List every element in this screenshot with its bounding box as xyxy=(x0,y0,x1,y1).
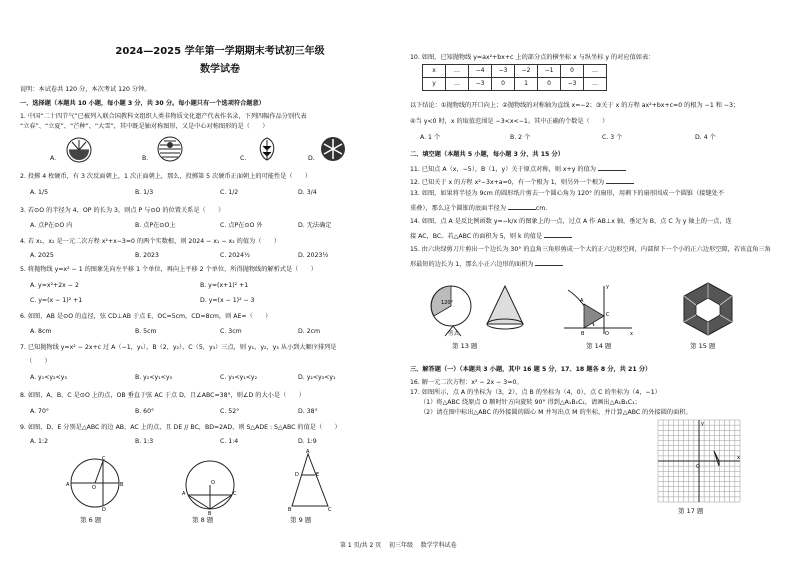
q3-option-b: B. 点P在⊙O上 xyxy=(135,222,176,229)
svg-text:E: E xyxy=(316,472,320,478)
table-row xyxy=(423,65,607,78)
q4-option-a: A. 2025 xyxy=(30,252,54,259)
q13-stem: 重叠），那么这个圆锥的底面半径为 xyxy=(410,205,506,212)
svg-text:O: O xyxy=(696,464,700,470)
svg-text:C: C xyxy=(102,456,106,462)
svg-text:B: B xyxy=(288,507,292,513)
q15-answer-blank[interactable] xyxy=(535,259,563,266)
svg-text:A: A xyxy=(66,482,70,488)
table-cell: 0 xyxy=(538,78,561,91)
footer-grade: 初三年级 xyxy=(388,542,413,549)
q13-text-line2 xyxy=(410,203,547,214)
q8-option-a: A. 70° xyxy=(30,408,50,415)
q3-option-a: A. 点P在⊙O 内 xyxy=(30,222,73,229)
q13-unit: cm. xyxy=(535,205,548,212)
svg-text:y: y xyxy=(606,284,609,290)
q10-value-table xyxy=(422,64,607,91)
q1-option-d: D. xyxy=(308,155,315,162)
solar-term-snow-icon xyxy=(318,134,348,164)
svg-text:D: D xyxy=(295,472,299,478)
svg-text:D: D xyxy=(102,507,106,513)
exam-note: 说明：本试卷共 120 分，本次考试 120 分钟。 xyxy=(20,86,151,93)
solar-term-summer-icon xyxy=(155,134,185,164)
q11-stem: 11. 已知点 A（x，−5），B（1，y）关于原点对称，则 x+y 的值为 xyxy=(410,166,596,173)
table-cell: 0 xyxy=(561,65,584,78)
q10-text: 10. 如图，已知抛物线 y=ax²+bx+c 上的部分点的横坐标 x 与纵坐标 y 的对应值如表： xyxy=(410,54,655,61)
q4-option-c: C. 2024½ xyxy=(220,252,250,259)
section3-heading: 三、解答题（一）（本题共 3 小题，其中 16 题 5 分，17、18 题各 8 分，共 21 分） xyxy=(410,366,652,373)
q14-text-line1: 14. 如图，点 A 是反比例函数 y=−k/x 的图象上的一点，过点 A 作 AB⊥x 轴，垂足为 B，点 C 为 y 轴上的一点，连 xyxy=(410,218,732,225)
table-cell: −3 xyxy=(561,78,584,91)
figure-q13-cut-label: 剪去 xyxy=(448,331,460,337)
q6-option-d: D. 2cm xyxy=(298,328,321,335)
figure-q15-label: 第 15 题 xyxy=(690,342,716,350)
section2-heading: 二、填空题（本题共 5 小题，每小题 3 分，共 15 分） xyxy=(410,151,564,158)
q12-text xyxy=(410,177,634,188)
q1-option-b: B. xyxy=(142,155,149,162)
q5-option-d: D. y=(x − 1)² − 3 xyxy=(200,297,255,304)
q14-stem: 接 AC，BC。若△ABC 的面积为 5，则 k 的值是 xyxy=(410,233,543,240)
table-row xyxy=(423,78,607,91)
svg-text:A: A xyxy=(580,298,584,304)
figure-q6-circle xyxy=(65,455,125,513)
figure-q9-label: 第 9 题 xyxy=(290,516,312,524)
q10-option-b: B. 2 个 xyxy=(510,134,531,141)
left-column xyxy=(20,0,395,561)
q10-option-c: C. 3 个 xyxy=(602,134,623,141)
figure-q8-label: 第 8 题 xyxy=(192,516,214,524)
table-cell: … xyxy=(446,65,469,78)
q2-option-a: A. 1/5 xyxy=(30,189,49,196)
q14-text-line2 xyxy=(410,231,572,242)
q10-desc-line2: ④当 y<0 时，x 的取值范围是 −3<x<−1。其中正确的个数是（ ） xyxy=(410,118,609,125)
q13-answer-blank[interactable] xyxy=(508,203,536,210)
q4-option-d: D. 2023½ xyxy=(298,252,329,259)
q17-part1: （1）将△ABC 绕原点 O 顺时针方向旋转 90° 得到△A₁B₁C₁，请画出△A₁B₁C₁； xyxy=(420,399,641,406)
figure-q6-label: 第 6 题 xyxy=(80,516,102,524)
q1-text-line1: 1. 中国“二十四节气”已被列入联合国教科文组织人类非物质文化遗产代表作名录，下列四幅作品分别代表 xyxy=(20,113,307,120)
table-cell: −2 xyxy=(515,65,538,78)
figure-q17-label: 第 17 题 xyxy=(678,507,704,515)
table-cell: −4 xyxy=(469,65,492,78)
q5-option-a: A. y=x²+2x − 2 xyxy=(30,282,79,289)
exam-title: 2024—2025 学年第一学期期末考试初三年级 xyxy=(115,46,325,57)
q15-text-line2 xyxy=(410,259,563,270)
q9-text: 9. 如图，D、E 分别是△ABC 的边 AB、AC 上的点，且 DE // BC，BD=2AD，则 S△ADE : S△ABC 的值是（ ） xyxy=(20,424,341,431)
table-cell: … xyxy=(584,65,607,78)
q3-option-d: D. 无法确定 xyxy=(298,222,332,229)
figure-q14-graph xyxy=(560,282,636,338)
q15-stem: 形最短的边长为 1，那么小正六边形的面积为 xyxy=(410,261,534,268)
exam-subtitle: 数学试卷 xyxy=(200,64,240,75)
figure-q17-grid xyxy=(658,420,740,502)
solar-term-grain-icon xyxy=(253,134,281,164)
figure-q8-circle xyxy=(180,455,240,517)
q4-text: 4. 若 x₁，x₂ 是一元二次方程 x²+x−3=0 的两个实数根，则 2024 − x₁ − x₂ 的值为（ ） xyxy=(20,238,280,245)
figure-q9-triangle xyxy=(288,450,334,512)
q17-part2: （2）请在图中标出△ABC 的外接圆的圆心 M 并写出点 M 的坐标，并计算△ABC 的外接圆的面积。 xyxy=(420,409,692,416)
q4-option-b: B. 2023 xyxy=(135,252,159,259)
q5-option-c: C. y=(x − 1)² +1 xyxy=(30,297,83,304)
q13-text-line1: 13. 如图，如果将半径为 9cm 的圆形纸片剪去一个圆心角为 120° 的扇形，用剩下的扇形围成一个圆锥（接缝处不 xyxy=(410,190,725,197)
svg-text:C: C xyxy=(606,312,610,318)
q7-paren: （ ） xyxy=(26,358,51,365)
q8-text: 8. 如图，A、B、C 是⊙O 上的点，OB 垂直于弦 AC 于点 D，且∠ABC=38°，则∠D 的大小是（ ） xyxy=(20,392,305,399)
svg-text:O: O xyxy=(605,331,609,337)
footer-subject: 数学学科试卷 xyxy=(420,542,457,549)
q5-text: 5. 将抛物线 y=x² − 1 的图象先向左平移 1 个单位，再向上平移 2 个单位，所得抛物线的解析式是（ ） xyxy=(20,266,317,273)
page-footer xyxy=(340,540,457,549)
footer-page-number: 第 1 页/共 2 页 xyxy=(340,542,382,549)
q6-option-c: C. 3cm xyxy=(220,328,242,335)
svg-text:B: B xyxy=(120,482,124,488)
q9-option-c: C. 1:4 xyxy=(220,438,239,445)
q3-text: 3. 若⊙O 的半径为 4，OP 的长为 3，则点 P 与⊙O 的位置关系是（ ） xyxy=(20,207,225,214)
q12-answer-blank[interactable] xyxy=(606,177,634,184)
svg-text:O: O xyxy=(211,480,215,486)
svg-text:B: B xyxy=(581,331,585,337)
q15-text-line1: 15. 由六块绿剪刀片剪出一个边长为 30° 的直角三角形剪成一个大的正六边形空间，内部留下一个小的正六边形空隙，若该直角三角 xyxy=(410,246,771,253)
q9-option-a: A. 1:2 xyxy=(30,438,49,445)
section1-heading: 一、选择题（本题共 10 小题，每小题 3 分，共 30 分。每小题只有一个选项符合题意） xyxy=(20,100,265,107)
table-cell: −3 xyxy=(492,65,515,78)
q10-desc-line1: 以下结论：①抛物线的开口向上；②抛物线的对称轴为直线 x=−2；③关于 x 的方程 ax²+bx+c=0 的根为 −1 和 −3； xyxy=(410,102,740,109)
q9-option-d: D. 1:9 xyxy=(298,438,317,445)
q7-option-b: B. y₂<y₁<y₃ xyxy=(135,374,172,381)
q1-text-line2: “立春”、“立夏”、“芒种”、“大雪”，其中既是轴对称图形，又是中心对称图形的是（ ） xyxy=(20,123,269,130)
table-cell: y xyxy=(423,78,446,91)
q7-option-c: C. y₃<y₁<y₂ xyxy=(220,374,258,381)
table-cell: … xyxy=(446,78,469,91)
q11-text xyxy=(410,164,626,175)
q9-option-b: B. 1:3 xyxy=(135,438,154,445)
figure-q15-hexagon xyxy=(678,280,738,338)
svg-text:B: B xyxy=(208,511,212,517)
svg-text:120°: 120° xyxy=(441,300,454,306)
q1-option-a: A. xyxy=(50,155,57,162)
q12-stem: 12. 已知关于 x 的方程 x²−3x+a=0，有一个根为 1，则另外一个根为 xyxy=(410,179,605,186)
q6-option-b: B. 5cm xyxy=(135,328,157,335)
svg-text:A: A xyxy=(306,449,310,455)
table-cell: −1 xyxy=(538,65,561,78)
table-cell: … xyxy=(584,78,607,91)
q1-option-c: C. xyxy=(240,155,247,162)
figure-q14-label: 第 14 题 xyxy=(586,342,612,350)
q6-text: 6. 如图，AB 是⊙O 的直径，弦 CD⊥AB 于点 E，OC=5cm，CD=8cm，则 AE=（ ） xyxy=(20,313,272,320)
q8-option-b: B. 60° xyxy=(135,408,155,415)
solar-term-spring-icon xyxy=(65,136,93,164)
q6-option-a: A. 8cm xyxy=(30,328,52,335)
q7-text: 7. 已知抛物线 y=x² − 2x+c 过 A（−1，y₁），B（2，y₂），C（5，y₃）三点，则 y₁，y₂，y₃ 从小到大顺序排列是 xyxy=(20,344,337,351)
svg-text:x: x xyxy=(630,331,633,337)
q2-option-d: D. 3/4 xyxy=(298,189,317,196)
q8-option-c: C. 52° xyxy=(220,408,240,415)
svg-text:C: C xyxy=(328,507,332,513)
svg-text:A: A xyxy=(182,491,186,497)
figure-q13-sector-cone xyxy=(425,280,535,338)
svg-text:C: C xyxy=(233,491,237,497)
table-cell: x xyxy=(423,65,446,78)
q7-option-a: A. y₁<y₂<y₃ xyxy=(30,374,67,381)
q2-option-c: C. 1/2 xyxy=(220,189,239,196)
svg-text:O: O xyxy=(92,485,96,491)
q10-option-a: A. 1 个 xyxy=(420,134,441,141)
q17-text: 17. 如图所示，点 A 的坐标为（3，2），点 B 的坐标为（4，0），点 C 的坐标为（4，−1） xyxy=(410,389,661,396)
q7-option-d: D. y₂<y₃<y₁ xyxy=(298,374,336,381)
table-cell: 0 xyxy=(492,78,515,91)
q3-option-c: C. 点P在⊙O 外 xyxy=(220,222,263,229)
svg-text:y: y xyxy=(701,421,704,427)
q2-text: 2. 投掷 4 枚硬币，有 3 次反面朝上，1 次正面朝上，那么，投掷第 5 次硬币正面朝上的可能性是（ ） xyxy=(20,173,312,180)
right-column xyxy=(410,0,780,561)
svg-text:x: x xyxy=(737,455,740,461)
figure-q13-label: 第 13 题 xyxy=(452,342,478,350)
q8-option-d: D. 38° xyxy=(298,408,318,415)
table-cell: −3 xyxy=(469,78,492,91)
q16-text: 16. 解一元二次方程：x² − 2x − 3=0。 xyxy=(410,379,523,386)
q10-option-d: D. 4 个 xyxy=(695,134,716,141)
q2-option-b: B. 1/3 xyxy=(135,189,154,196)
table-cell: 1 xyxy=(515,78,538,91)
q11-answer-blank[interactable] xyxy=(598,164,626,171)
q5-option-b: B. y=(x+1)² +1 xyxy=(200,282,249,289)
q14-answer-blank[interactable] xyxy=(544,231,572,238)
